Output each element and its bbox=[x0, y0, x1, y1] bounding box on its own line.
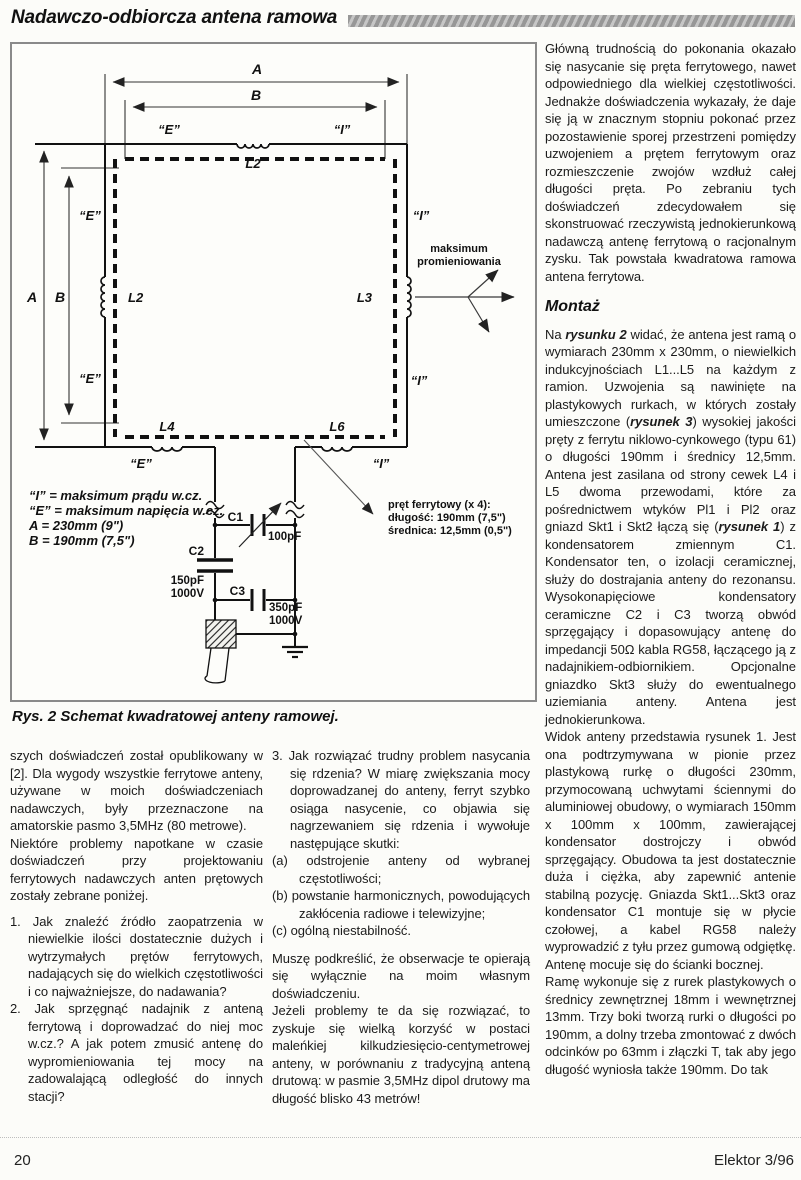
section-heading-montaz: Montaż bbox=[545, 298, 600, 315]
paragraph: szych doświadczeń został opublikowany w [2]. Dla wygody wszystkie ferrytowe anteny, używane w moich doświadczeniach nadawczych, były przeznaczone na amatorskie pasmo 3,5MHz (80 metrowe). bbox=[10, 748, 263, 833]
ground-icon bbox=[282, 647, 308, 657]
dim-b-label: B bbox=[250, 87, 262, 103]
title-hatch-bar bbox=[348, 15, 795, 27]
c2-value-1: 150pF bbox=[170, 575, 204, 587]
capacitor-c2 bbox=[197, 560, 233, 571]
legend-line-3: A = 230mm (9") bbox=[29, 518, 124, 533]
c3-label: C3 bbox=[229, 584, 245, 598]
c3-value-2: 1000V bbox=[269, 615, 303, 627]
dim-a-label: A bbox=[251, 61, 263, 77]
left-text-column bbox=[10, 747, 263, 1105]
ferrite-note-3: średnica: 12,5mm (0,5") bbox=[388, 525, 512, 537]
legend-line-4: B = 190mm (7,5") bbox=[29, 533, 135, 548]
inductor-l2-top bbox=[237, 144, 269, 148]
ferrite-note-1: pręt ferrytowy (x 4): bbox=[388, 499, 491, 511]
list-item-3: 3. Jak rozwiązać trudny problem nasycania się rdzenia? W miarę zwiększania mocy doprowadzanej do anteny, ferryt szybko osiąga nasycenie, co objawia się nagrzewaniem się rdzenia i wywołuje następujące skutki: bbox=[272, 748, 530, 851]
e-label-bottom: “E” bbox=[130, 456, 152, 471]
l3-label: L3 bbox=[356, 290, 372, 305]
inductor-l3-right bbox=[407, 277, 411, 317]
list-subitem-c: (c) ogólną niestabilność. bbox=[272, 923, 411, 938]
e-label-left-upper: “E” bbox=[79, 208, 101, 223]
middle-text-column bbox=[272, 747, 530, 1107]
c2-value-2: 1000V bbox=[170, 588, 204, 600]
journal-issue: Elektor 3/96 bbox=[713, 1152, 794, 1169]
radiation-arrows bbox=[415, 270, 514, 332]
list-item-1: 1. Jak znaleźć źródło zaopatrzenia w niewielkie ilości dostatecznie dużych i wytrzymałych prętów ferrytowych, nadających się do wielkich częstotliwości i co najważniejsze, do nadawania? bbox=[10, 913, 263, 999]
radiation-label-2: promieniowania bbox=[417, 256, 501, 268]
legend-line-2: “E” = maksimum napięcia w.cz. bbox=[29, 503, 224, 518]
c1-value: 100pF bbox=[268, 531, 302, 543]
right-text-column bbox=[545, 40, 796, 1078]
list-item-2: 2. Jak sprzęgnąć nadajnik z anteną ferrytową i doprowadzać do niej moc w.cz.? A jak potem zmusić antenę do wypromieniowania tej mocy na zadowalającą odległość do innych stacji? bbox=[10, 1001, 263, 1104]
c1-label: C1 bbox=[227, 510, 243, 524]
i-label-top: “I” bbox=[333, 122, 351, 137]
dim-b-left-label: B bbox=[54, 289, 66, 305]
e-label-top: “E” bbox=[158, 122, 180, 137]
c3-value-1: 350pF bbox=[269, 602, 303, 614]
page-number: 20 bbox=[14, 1152, 31, 1169]
dimension-a-horizontal bbox=[105, 74, 407, 144]
inductor-l6-bottom bbox=[322, 447, 352, 451]
l2-left-label: L2 bbox=[128, 290, 144, 305]
paragraph: Ramę wykonuje się z rurek plastykowych o średnicy zewnętrznej 18mm i wewnętrznej 13mm. Trzy boki tworzą rurki o długości po 190mm, a dolny trzeba zmontować z dwóch odcinków po 63mm i złączki T, tak aby jego długość wyniosła także 190mm. Do tak bbox=[545, 974, 796, 1077]
radiation-label-1: maksimum bbox=[430, 243, 488, 255]
list-subitem-a: (a) odstrojenie anteny od wybranej częstotliwości; bbox=[272, 853, 530, 886]
inductor-l2-left bbox=[101, 277, 105, 317]
figure-caption: Rys. 2 Schemat kwadratowej anteny ramowej. bbox=[12, 708, 339, 725]
e-label-left-lower: “E” bbox=[79, 371, 101, 386]
l4-label: L4 bbox=[159, 419, 175, 434]
paragraph: Jeżeli problemy te da się rozwiązać, to zyskuje się wielką korzyść w postaci maleńkiej kilkudziesięcio-centymetrowej anteny, w porównaniu z tradycyjną anteną drutową: w pasmie 3,5MHz dipol drutowy ma długość blisko 43 metrów! bbox=[272, 1003, 530, 1106]
paragraph: Na rysunku 2 widać, że antena jest ramą o wymiarach 230mm x 230mm, o niewielkich indukcyjnościach L1...L5 na każdym z ramion. Uzwojenia są nawinięte na plastykowych rurkach, w których zostały umieszczone (rysunek 3) wysokiej jakości pręty z ferrytu niklowo-cynkowego (typu 61) o długości 190mm i średnicy 12,5mm. Antena jest zasilana od strony cewek L4 i L5 dwoma przewodami, które za pośrednictwem wtyków Pl1 i Pl2 oraz gniazd Skt1 i Skt2 łączą się (rysunek 1) z kondensatorem zmiennym C1. Kondensator ten, o izolacji ceramicznej, służy do dostrajania anteny do rezonansu. Wysokonapięciowe kondensatory ceramiczne C2 i C3 tworzą obwód sprzęgający i dopasowujący antenę do impedancji 50Ω kabla RG58, łączącego ją z nadajnikiem-odbiornikiem. Opcjonalne gniazdko Skt3 służy do ewentualnego uziemiania anteny. Antena jest jednokierunkowa. bbox=[545, 326, 797, 727]
paragraph: Niektóre problemy napotkane w czasie doświadczeń przy projektowaniu ferrytowych nadawczych anten prętowych zostały zebrane poniżej. bbox=[10, 835, 263, 903]
c2-label: C2 bbox=[188, 544, 204, 558]
ferrite-rod-dashed-square bbox=[115, 159, 395, 437]
i-label-right-upper: “I” bbox=[412, 208, 430, 223]
figure-2-schematic bbox=[10, 42, 537, 702]
page-title: Nadawczo-odbiorcza antena ramowa bbox=[11, 7, 338, 28]
dim-a-left-label: A bbox=[26, 289, 38, 305]
i-label-bottom: “I” bbox=[372, 456, 390, 471]
paragraph: Muszę podkreślić, że obserwacje te opierają się wyłącznie na moim własnym doświadczeniu. bbox=[272, 950, 530, 1001]
l2-top-label: L2 bbox=[245, 156, 261, 171]
i-label-right-lower: “I” bbox=[410, 373, 428, 388]
paragraph: Widok anteny przedstawia rysunek 1. Jest ona podtrzymywana w pionie przez plastykową rurkę o długości 230mm, przymocowaną uchwytami ściennymi do aluminiowej obudowy, o wymiarach 150mm x 100mm x 100mm, zawierającej kondensator dostrojczy i obwód sprzęgający. Obudowa ta jest dostatecznie duża i ciężka, aby zapewnić antenie stabilną pozycję. Gniazda Skt1...Skt3 oraz kondensator C1 montuje się w płycie czołowej, a kabel RG58 należy wyprowadzić z tyłu przez gumową odgiętkę. Antenę mocuje się do ścianki bocznej. bbox=[545, 729, 796, 972]
legend-line-1: “I” = maksimum prądu w.cz. bbox=[29, 488, 203, 503]
ferrite-note-2: długość: 190mm (7,5") bbox=[388, 512, 506, 524]
inductor-l4-bottom bbox=[152, 447, 182, 451]
l6-label: L6 bbox=[329, 419, 345, 434]
paragraph: Główną trudnością do pokonania okazało się nasycanie się pręta ferrytowego, nawet odpowiedniego dla wielkiej częstotliwości. Jednakże doświadczenia wykazały, że daje się ją w znacznym stopniu pokonać przez pozostawienie sporej przestrzeni pomiędzy uzwojeniem a prętem ferrytowym oraz rozmieszczenie zwojów wzdłuż całej długości pręta. Po zebraniu tych doświadczeń zdecydowałem się skonstruować rzeczywistą jednokierunkową nadawczą antenę ferrytową o racjonalnym zysku. Tak powstała kwadratowa ramowa antena ferrytowa. bbox=[545, 41, 796, 284]
list-subitem-b: (b) powstanie harmonicznych, powodujących zakłócenia radiowe i telewizyjne; bbox=[272, 888, 530, 921]
loop-antenna-schematic bbox=[12, 44, 535, 700]
coax-cable-icon bbox=[205, 620, 295, 683]
footer-rule bbox=[0, 1137, 801, 1138]
